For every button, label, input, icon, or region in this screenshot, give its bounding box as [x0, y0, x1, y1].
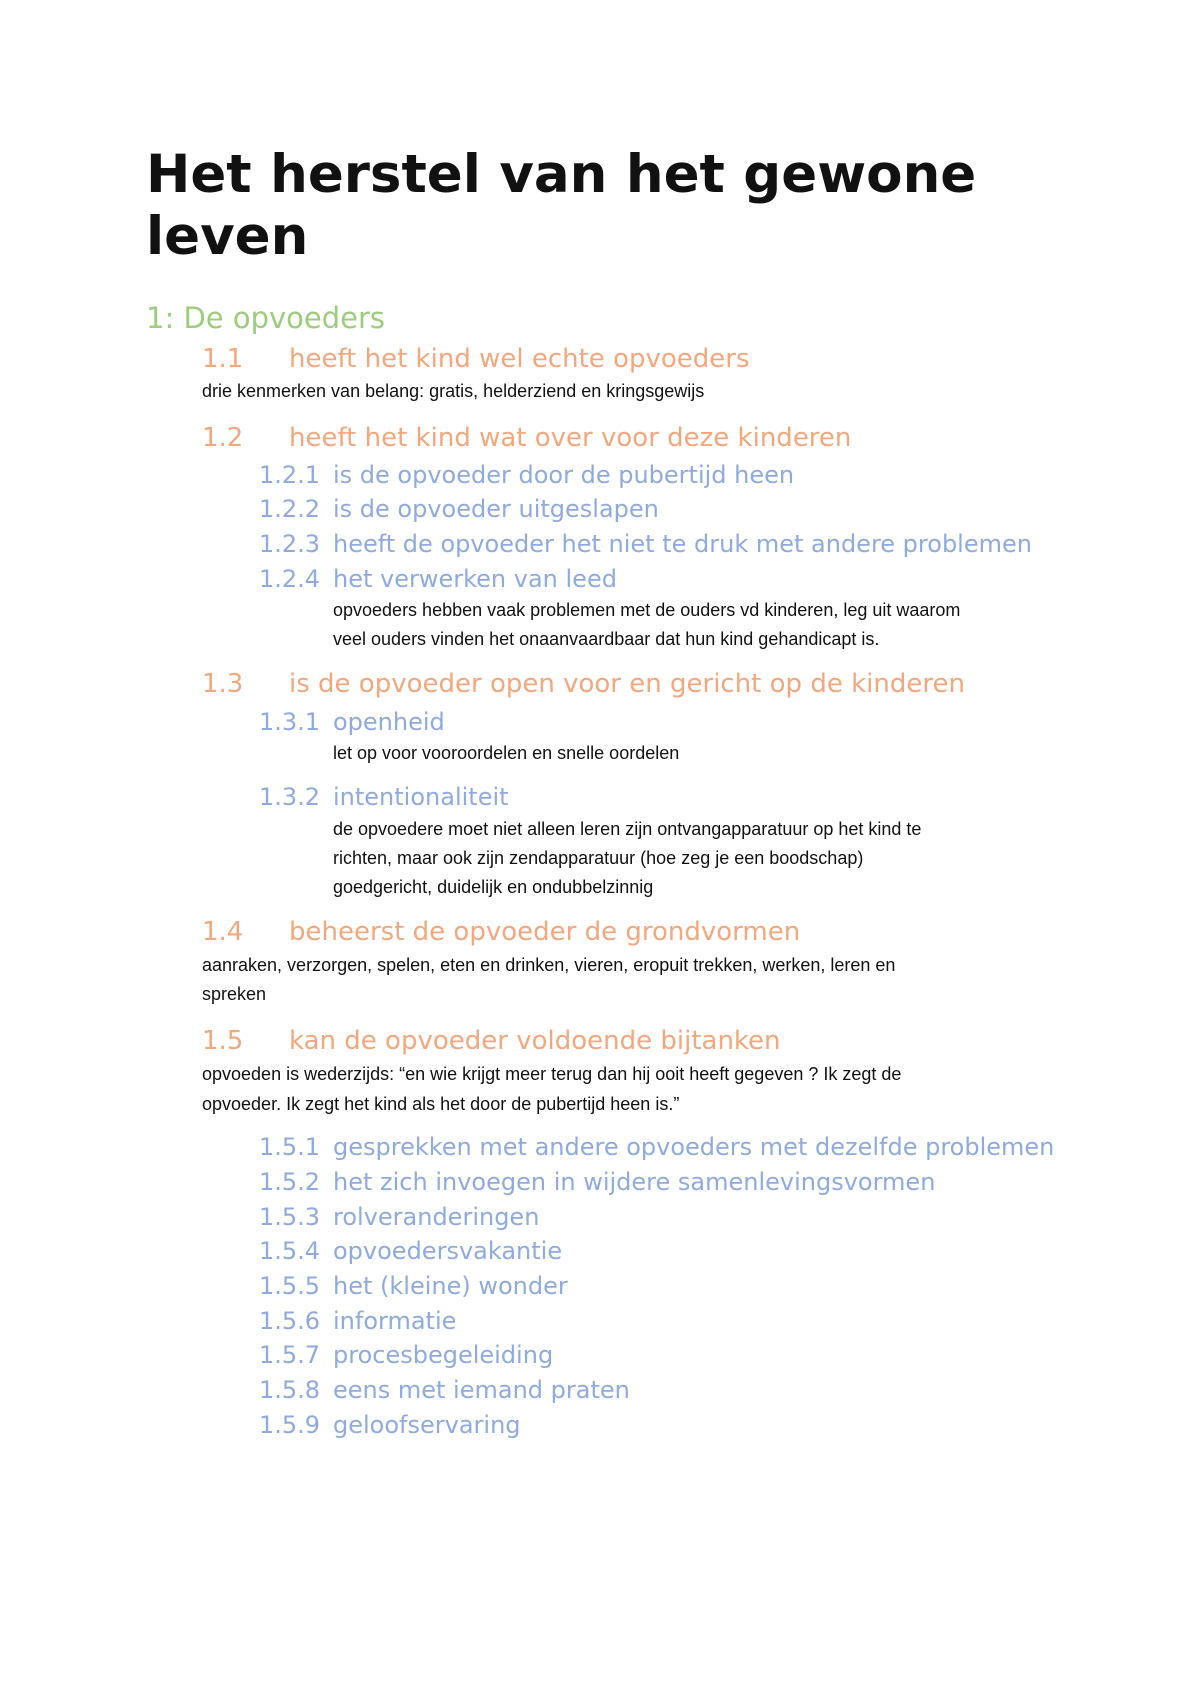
heading-1-5-5-number: 1.5.5	[259, 1272, 321, 1300]
paragraph-1-5-line-2: opvoeder. Ik zegt het kind als het door de pubertijd heen is.”	[202, 1094, 680, 1114]
heading-1-2-2-title: is de opvoeder uitgeslapen	[333, 495, 659, 523]
heading-1-5-1-number: 1.5.1	[259, 1133, 321, 1161]
paragraph-1-1: drie kenmerken van belang: gratis, helderziend en kringsgewijs	[202, 381, 705, 401]
paragraph-1-3-2-line-1: de opvoedere moet niet alleen leren zijn ontvangapparatuur op het kind te	[333, 819, 922, 839]
heading-1-5-9-title: geloofservaring	[333, 1411, 521, 1439]
heading-1-5-3-number: 1.5.3	[259, 1203, 321, 1231]
heading-1-2-4-number: 1.2.4	[259, 565, 321, 593]
document-title-line-1: Het herstel van het gewone	[146, 144, 977, 205]
heading-1-3-number: 1.3	[202, 669, 244, 699]
heading-1-5-7-title: procesbegeleiding	[333, 1341, 554, 1369]
document-title	[146, 144, 976, 268]
heading-1-5-6-number: 1.5.6	[259, 1307, 321, 1335]
heading-1-5-2-number: 1.5.2	[259, 1168, 321, 1196]
heading-1-5-3-title: rolveranderingen	[333, 1203, 540, 1231]
heading-1-2-1-number: 1.2.1	[259, 461, 321, 489]
heading-1-5-number: 1.5	[202, 1026, 244, 1056]
paragraph-1-2-4-line-2: veel ouders vinden het onaanvaardbaar dat hun kind gehandicapt is.	[333, 629, 880, 649]
heading-1-3-2-number: 1.3.2	[259, 783, 321, 811]
heading-1-4-title: beheerst de opvoeder de grondvormen	[289, 917, 801, 947]
document-title-line-2: leven	[146, 206, 309, 267]
heading-1-3-title: is de opvoeder open voor en gericht op de kinderen	[289, 669, 965, 699]
heading-1-5-title: kan de opvoeder voldoende bijtanken	[289, 1026, 781, 1056]
heading-1-2-2-number: 1.2.2	[259, 495, 321, 523]
heading-1-5-8-number: 1.5.8	[259, 1376, 321, 1404]
paragraph-1-3-2-line-3: goedgericht, duidelijk en ondubbelzinnig	[333, 877, 654, 897]
heading-1-2-1-title: is de opvoeder door de pubertijd heen	[333, 461, 795, 489]
heading-1-4-number: 1.4	[202, 917, 244, 947]
paragraph-1-4-line-1: aanraken, verzorgen, spelen, eten en drinken, vieren, eropuit trekken, werken, leren en	[202, 955, 896, 975]
paragraph-1-3-1: let op voor vooroordelen en snelle oordelen	[333, 743, 680, 763]
heading-1-5-8-title: eens met iemand praten	[333, 1376, 630, 1404]
heading-1-5-4-number: 1.5.4	[259, 1237, 321, 1265]
heading-1-1-title: heeft het kind wel echte opvoeders	[289, 344, 750, 374]
heading-1-5-5-title: het (kleine) wonder	[333, 1272, 568, 1300]
chapter-heading: 1: De opvoeders	[146, 301, 386, 335]
heading-1-2-title: heeft het kind wat over voor deze kinderen	[289, 423, 852, 453]
heading-1-5-7-number: 1.5.7	[259, 1341, 321, 1369]
paragraph-1-2-4-line-1: opvoeders hebben vaak problemen met de ouders vd kinderen, leg uit waarom	[333, 600, 961, 620]
paragraph-1-4-line-2: spreken	[202, 984, 267, 1004]
paragraph-1-3-2-line-2: richten, maar ook zijn zendapparatuur (hoe zeg je een boodschap)	[333, 848, 864, 868]
heading-1-3-1-number: 1.3.1	[259, 708, 321, 736]
heading-1-3-1-title: openheid	[333, 708, 445, 736]
heading-1-5-1-title: gesprekken met andere opvoeders met dezelfde problemen	[333, 1133, 1055, 1161]
paragraph-1-5-line-1: opvoeden is wederzijds: “en wie krijgt meer terug dan hij ooit heeft gegeven ? Ik zegt de	[202, 1064, 902, 1084]
heading-1-2-4-title: het verwerken van leed	[333, 565, 617, 593]
heading-1-2-number: 1.2	[202, 423, 244, 453]
heading-1-3-2-title: intentionaliteit	[333, 783, 509, 811]
heading-1-5-4-title: opvoedersvakantie	[333, 1237, 563, 1265]
heading-1-5-6-title: informatie	[333, 1307, 457, 1335]
heading-1-5-9-number: 1.5.9	[259, 1411, 321, 1439]
heading-1-5-2-title: het zich invoegen in wijdere samenlevingsvormen	[333, 1168, 936, 1196]
heading-1-1-number: 1.1	[202, 344, 244, 374]
heading-1-2-3-title: heeft de opvoeder het niet te druk met andere problemen	[333, 530, 1032, 558]
heading-1-2-3-number: 1.2.3	[259, 530, 321, 558]
